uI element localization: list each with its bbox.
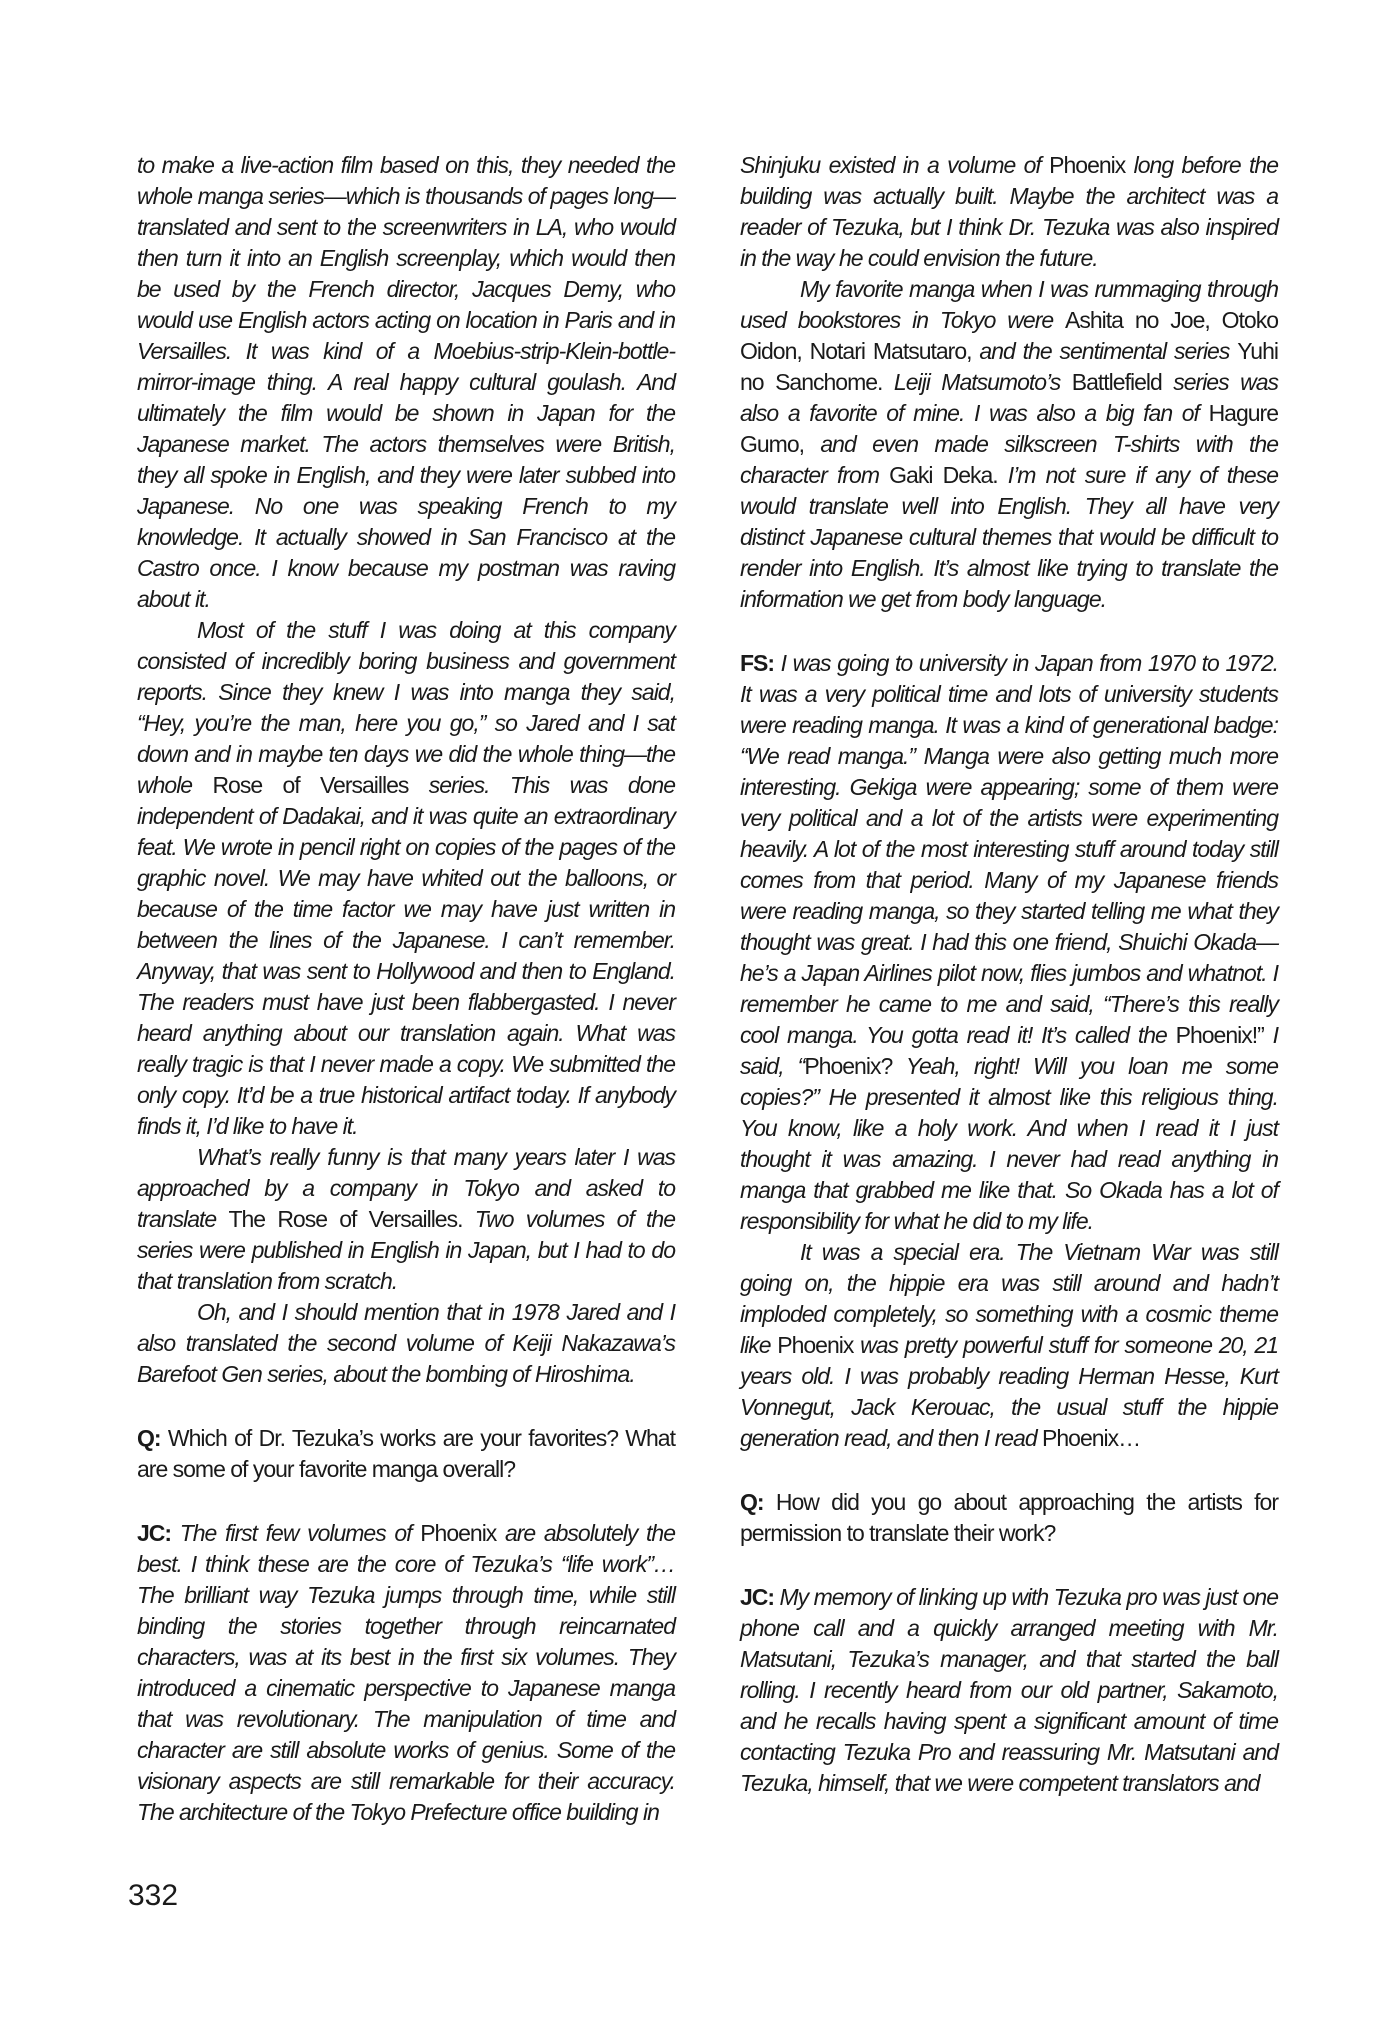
upright-run: Ashita no Joe, Otoko Oidon, Notari Matsutaro, [740,307,1278,364]
italic-run: I’m not sure if any of these would translate well into English. They all have very distinct Japanese cultural themes that would be difficult to render into English. It’s almost like trying to translate the information we get from body language. [740,462,1279,612]
upright-run: Yuhi no Sanchome. [740,338,1278,395]
body-paragraph [740,274,1278,615]
italic-run: series. This was done independent of Dadakai, and it was quite an extraordinary feat. We wrote in pencil right on copies of the pages of the graphic novel. We may have whited out the balloons, or because of the time factor we may have just written in between the lines of the Japanese. I can’t remember. Anyway, that was sent to Hollywood and then to England. The readers must have just been flabbergasted. I never heard anything about our translation again. What was really tragic is that I never made a copy. We submitted the only copy. It’d be a true historical artifact today. If anybody finds it, I’d like to have it. [137,772,676,1139]
upright-run: Phoenix? [804,1053,893,1079]
upright-run: Which of Dr. Tezuka’s works are your favorites? What are some of your favorite manga overall? [137,1425,675,1482]
upright-run: The Rose of Versailles. [228,1206,463,1232]
interview-question [740,1487,1278,1549]
italic-run: and even made silkscreen T-shirts with the character from [740,431,1278,488]
italic-run: I said, “ [740,1022,1279,1079]
right-column [740,150,1278,1828]
upright-run: Phoenix [420,1520,497,1546]
body-paragraph [137,615,675,1142]
upright-run: Phoenix… [1042,1425,1141,1451]
interview-question [137,1423,675,1485]
italic-run: are absolutely the best. I think these are the core of Tezuka’s “life work”…The brilliant way Tezuka jumps through time, while still binding the stories together through reincarnated characters, was at its best in the first six volumes. They introduced a cinematic perspective to Japanese manga that was revolutionary. The manipulation of time and character are still absolute works of genius. Some of the visionary aspects are still remarkable for their accuracy. The architecture of the Tokyo Prefecture office building in [137,1520,676,1825]
interview-answer [137,1518,675,1828]
italic-run: What’s really funny is that many years later I was approached by a company in Tokyo and asked to translate [137,1144,675,1232]
italic-run: Most of the stuff I was doing at this company consisted of incredibly boring business and government reports. Since they knew I was into manga they said, “Hey, you’re the man, here you go,” so Jared and I sat down and in maybe ten days we did the whole thing—the whole [137,617,675,798]
upright-run: Phoenix!” [1175,1022,1264,1048]
interview-answer [740,648,1278,1237]
speaker-label: Q: [740,1489,764,1515]
upright-run: Phoenix [1049,152,1126,178]
speaker-label: JC: [740,1584,775,1610]
italic-run: to make a live-action film based on this, they needed the whole manga series—which is thousands of pages long—translated and sent to the screenwriters in LA, who would then turn it into an English screenplay, which would then be used by the French director, Jacques Demy, who would use English actors acting on location in Paris and in Versailles. It was kind of a Moebius-strip-Klein-bottle-mirror-image thing. A real happy cultural goulash. And ultimately the film would be shown in Japan for the Japanese market. The actors themselves were British, they all spoke in English, and they were later subbed into Japanese. No one was speaking French to my knowledge. It actually showed in San Francisco at the Castro once. I know because my postman was raving about it. [137,152,675,612]
left-column [137,150,675,1828]
italic-run: Yeah, right! Will you loan me some copies?” He presented it almost like this religious thing. You know, like a holy work. And when I read it I just thought it was amazing. I never had read anything in manga that grabbed me like that. So Okada has a lot of responsibility for what he did to my life. [740,1053,1278,1234]
italic-run: Shinjuku existed in a volume of [740,152,1050,178]
body-paragraph [137,1297,675,1390]
upright-run: Rose of Versailles [212,772,409,798]
body-paragraph [137,150,675,615]
upright-run: Battlefield [1071,369,1162,395]
italic-run: It was a special era. The Vietnam War was still going on, the hippie era was still around and hadn’t imploded completely, so something with a cosmic theme like [740,1239,1278,1358]
upright-run: Hagure Gumo, [740,400,1278,457]
italic-run: Leiji Matsumoto’s [882,369,1072,395]
italic-run: I was going to university in Japan from 1970 to 1972. It was a very political time and lots of university students were reading manga. It was a kind of generational badge: “We read manga.” Manga were also getting much more interesting. Gekiga were appearing; some of them were very political and a lot of the artists were experimenting heavily. A lot of the most interesting stuff around today still comes from that period. Many of my Japanese friends were reading manga, so they started telling me what they thought was great. I had this one friend, Shuichi Okada—he’s a Japan Airlines pilot now, flies jumbos and whatnot. I remember he came to me and said, “There’s this really cool manga. You gotta read it! It’s called the [740,650,1278,1048]
speaker-label: Q: [137,1425,161,1451]
upright-run: Phoenix [777,1332,854,1358]
interview-answer [740,1582,1278,1799]
italic-run: My favorite manga when I was rummaging through used bookstores in Tokyo were [740,276,1278,333]
italic-run: was pretty powerful stuff for someone 20, 21 years old. I was probably reading Herman Hesse, Kurt Vonnegut, Jack Kerouac, the usual stuff the hippie generation read, and then I read [740,1332,1278,1451]
italic-run: Oh, and I should mention that in 1978 Jared and I also translated the second volume of Keiji Nakazawa’s Barefoot Gen series, about the bombing of Hiroshima. [137,1299,675,1387]
italic-run: My memory of linking up with Tezuka pro was just one phone call and a quickly arranged meeting with Mr. Matsutani, Tezuka’s manager, and that started the ball rolling. I recently heard from our old partner, Sakamoto, and he recalls having spent a significant amount of time contacting Tezuka Pro and reassuring Mr. Matsutani and Tezuka, himself, that we were competent translators and [740,1584,1278,1796]
speaker-label: JC: [137,1520,172,1546]
upright-run: Gaki Deka. [889,462,998,488]
page-number: 332 [128,1879,179,1912]
body-paragraph [740,1237,1278,1454]
two-column-text [137,150,1278,1828]
body-paragraph [137,1142,675,1297]
upright-run: How did you go about approaching the artists for permission to translate their work? [740,1489,1278,1546]
speaker-label: FS: [740,650,775,676]
body-paragraph [740,150,1278,274]
italic-run: Two volumes of the series were published in English in Japan, but I had to do that translation from scratch. [137,1206,675,1294]
italic-run: long before the building was actually built. Maybe the architect was a reader of Tezuka, but I think Dr. Tezuka was also inspired in the way he could envision the future. [740,152,1278,271]
italic-run: series was also a favorite of mine. I was also a big fan of [740,369,1278,426]
italic-run: The first few volumes of [171,1520,421,1546]
italic-run: and the sentimental series [971,338,1238,364]
